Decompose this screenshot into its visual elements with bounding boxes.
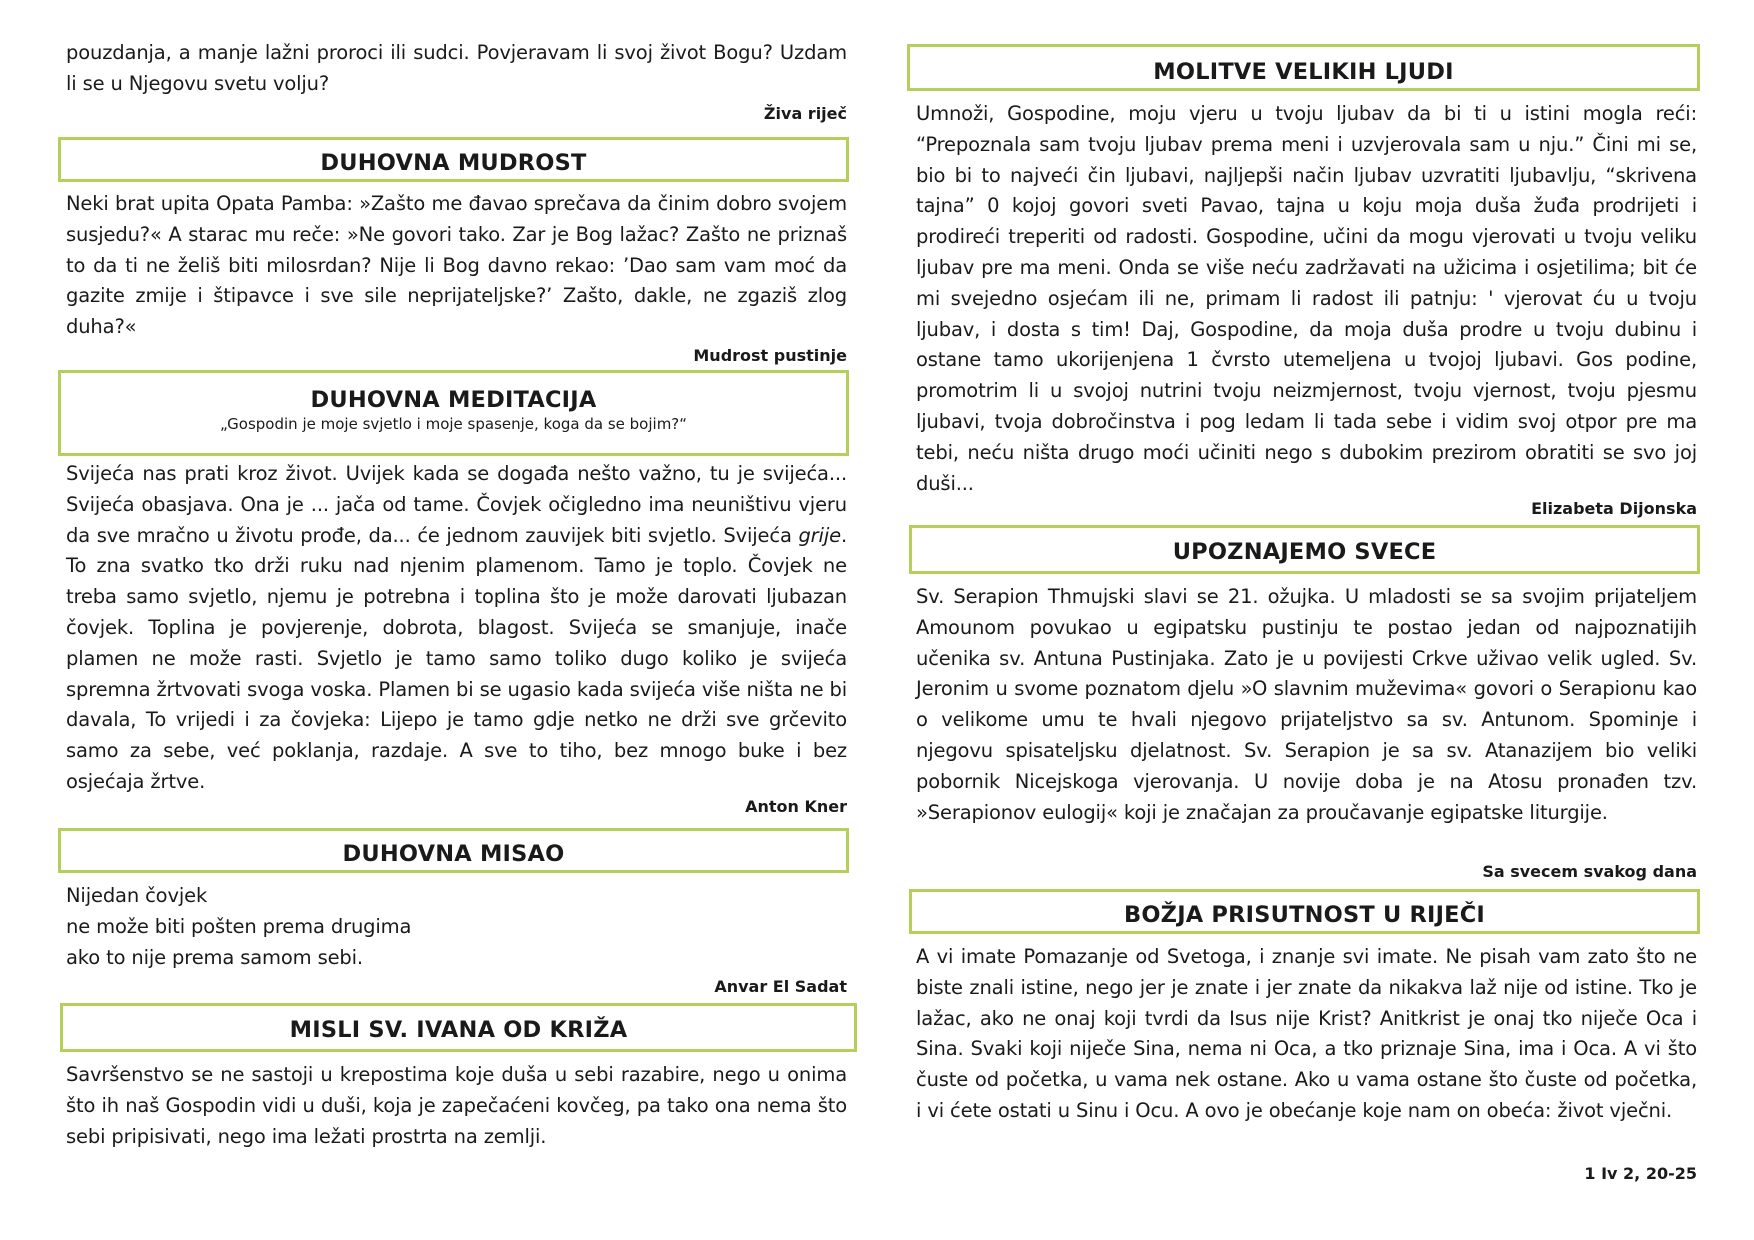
bozja-prisutnost-header [909, 889, 1700, 934]
duhovna-misao-source: Anvar El Sadat [714, 977, 847, 996]
upoznajemo-svece-text: Sv. Serapion Thmujski slavi se 21. ožujka. U mladosti se sa svojim prijateljem Amounom povukao u egipatsku pustinju te postao jedan od najpoznatijih učenika sv. Antuna Pustinjaka. Zato je u povijesti Crkve uživao velik ugled. Sv. Jeronim u svome poznatom djelu »O slavnim muževima« govori o Serapionu kao o velikome umu te hvali njegovo prijateljstvo sa sv. Antunom. Spominje i njegovu spisateljsku djelatnost. Sv. Serapion je sa sv. Atanazijem bio veliki pobornik Nicejskoga vjerovanja. U novije doba je na Atosu pronađen tzv. »Serapionov eulogij« koji je značajan za proučavanje egipatske liturgije. [916, 585, 1697, 824]
section-title: BOŽJA PRISUTNOST U RIJEČI [1124, 902, 1485, 928]
duhovna-misao-text: Nijedan čovjek ne može biti pošten prema drugima ako to nije prema samom sebi. [66, 884, 412, 969]
section-title: UPOZNAJEMO SVECE [1172, 539, 1437, 565]
section-title: MOLITVE VELIKIH LJUDI [1153, 59, 1454, 85]
section-subtitle: „Gospodin je moje svjetlo i moje spasenje, koga da se bojim?“ [219, 415, 688, 433]
molitve-header [907, 44, 1700, 91]
bozja-prisutnost-text: A vi imate Pomazanje od Svetoga, i znanje svi imate. Ne pisah vam zato što ne biste znali istine, nego jer je znate i jer znate da nikakva laž nije od istine. Tko je lažac, ako ne onaj koji tvrdi da Isus nije Krist? Anitkrist je onaj tko niječe Oca i Sina. Svaki koji niječe Sina, nema ni Oca, a tko priznaje Sina, ima i Oca. A vi što čuste od početka, u vama nek ostane. Ako u vama ostane što čuste od početka, i vi ćete ostati u Sinu i Ocu. A ovo je obećanje koje nam on obeća: život vječni. [916, 945, 1697, 1122]
duhovna-misao-header [58, 828, 849, 873]
duhovna-meditacija-header [58, 370, 849, 456]
bozja-prisutnost-source: 1 Iv 2, 20-25 [1584, 1164, 1697, 1183]
section-title: MISLI SV. IVANA OD KRIŽA [289, 1017, 628, 1043]
section-title: DUHOVNA MEDITACIJA [310, 387, 597, 413]
duhovna-mudrost-source: Mudrost pustinje [693, 346, 847, 365]
duhovna-mudrost-text: Neki brat upita Opata Pamba: »Zašto me đavao sprečava da činim dobro svojem susjedu?« A starac mu reče: »Ne govori tako. Zar je Bog lažac? Zašto ne priznaš to da ti ne želiš biti milosrdan? Nije li Bog davno rekao: ’Dao sam vam moć da gazite zmije i štipavce i sve sile neprijateljske?’ Zašto, dakle, ne zgaziš zlog duha?« [66, 192, 847, 339]
upoznajemo-svece-header [909, 525, 1700, 574]
misli-ivan-header [60, 1003, 857, 1052]
section-title: DUHOVNA MISAO [342, 841, 565, 867]
molitve-text: Umnoži, Gospodine, moju vjeru u tvoju ljubav da bi ti u istini mogla reći: “Prepoznala sam tvoju ljubav prema meni i uzvjerovala sam u nju.” Čini mi se, bio bi to najveći čin ljubavi, najljepši način ljubav uzvratiti ljubavlju, “skrivena tajna” 0 kojoj govori sveti Pavao, tajna u koju moja duša žuđa prodrijeti i prodireći treperiti od radosti. Gospodine, učini da mogu vjerovati u tvoju veliku ljubav pre ma meni. Onda se više neću zadržavati na užicima i osjetilima; bit će mi svejedno osjećam ili ne, primam li radost ili patnju: ' vjerovat ću u tvoju ljubav, i dosta s tim! Daj, Gospodine, da moja duša prodre u tvoju dubinu i ostane tamo ukorijenjena 1 čvrsto utemeljena u tvojoj ljubavi. Gos podine, promotrim li u svojoj nutrini tvoju neizmjernost, tvoju vjernost, tvoju pjesmu ljubavi, tvoja dobročinstva i pog ledam li tada sebe i vidim svoj otpor pre ma tebi, neću ništa drugo moći učiniti nego s dubokim prezirom obratiti se svo joj duši... [916, 102, 1697, 495]
intro-source: Živa riječ [763, 104, 847, 123]
misli-ivan-text: Savršenstvo se ne sastoji u krepostima koje duša u sebi razabire, nego u onima što ih naš Gospodin vidi u duši, koja je zapečaćeni kovčeg, pa tako ona nema što sebi pripisivati, nego ima ležati prostrta na zemlji. [66, 1063, 847, 1148]
molitve-source: Elizabeta Dijonska [1531, 499, 1697, 518]
duhovna-meditacija-source: Anton Kner [745, 797, 847, 816]
intro-text: pouzdanja, a manje lažni proroci ili sudci. Povjeravam li svoj život Bogu? Uzdam li se u Njegovu svetu volju? [66, 41, 847, 95]
duhovna-mudrost-header [58, 137, 849, 182]
duhovna-meditacija-text: Svijeća nas prati kroz život. Uvijek kada se događa nešto važno, tu je svijeća... Svijeća obasjava. Ona je ... jača od tame. Čovjek očigledno ima neuništivu vjeru da sve mračno u životu prođe, da... će jednom zauvijek biti svjetlo. Svijeća grije. To zna svatko tko drži ruku nad njenim plamenom. Tamo je toplo. Čovjek ne treba samo svjetlo, njemu je potrebna i toplina što je može darovati ljubazan čovjek. Toplina je povjerenje, dobrota, blagost. Svijeća se smanjuje, inače plamen ne može rasti. Svjetlo je tamo samo toliko dugo koliko je svijeća spremna žrtvovati svoga voska. Plamen bi se ugasio kada svijeća više ništa ne bi davala, To vrijedi i za čovjeka: Lijepo je tamo gdje netko ne drži sve grčevito samo za sebe, već poklanja, razdaje. A sve to tiho, bez mnogo buke i bez osjećaja žrtve. [66, 462, 847, 793]
section-title: DUHOVNA MUDROST [320, 150, 587, 176]
upoznajemo-svece-source: Sa svecem svakog dana [1482, 862, 1697, 881]
